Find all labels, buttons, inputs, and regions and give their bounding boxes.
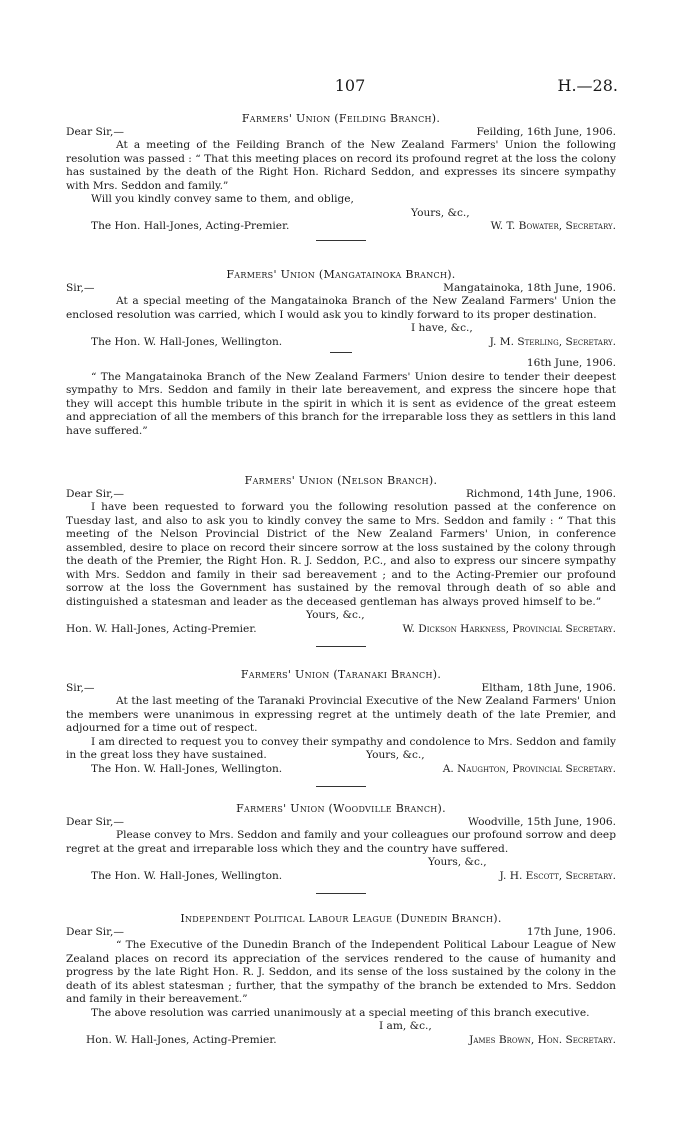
addressee: The Hon. W. Hall-Jones, Wellington. <box>91 869 283 882</box>
letter-body: I have been requested to forward you the following resolution passed at the conference on Tuesday last, and also to ask you to kindly convey the same to Mrs. Seddon and family : “ That this meeting of the Nelson Provincial District of the New Zealand Farmers' Union, in conference assembled, desire to place on record their sincere sorrow at the loss sustained by the colony through the death of the Premier, the Right Hon. R. J. Seddon, P.C., and also to express our sincere sympathy with Mrs. Seddon and family in their sad bereavement ; and to the Acting-Premier our profound sorrow at the loss the Government has sustained by the removal through death of so able and distinguished a statesman and leader as the deceased gentleman has always proved himself to be.” <box>66 501 616 608</box>
signature: James Brown, Hon. Secretary. <box>469 1033 616 1046</box>
closing-row <box>66 609 616 623</box>
salutation-row <box>66 282 616 296</box>
enclosure-date-row <box>66 357 616 371</box>
salutation: Dear Sir,— <box>66 925 125 938</box>
letter-feilding <box>66 112 616 247</box>
closing-row <box>66 322 616 336</box>
place-date: Mangatainoka, 18th June, 1906. <box>443 281 616 294</box>
letter-title: Farmers' Union (Woodville Branch). <box>236 802 446 815</box>
closing: Yours, &c., <box>306 609 365 621</box>
closing: Yours, &c., <box>411 206 470 219</box>
addressee: Hon. W. Hall-Jones, Acting-Premier. <box>66 622 257 635</box>
page-header <box>0 76 700 96</box>
addressee: The Hon. W. Hall-Jones, Wellington. <box>91 762 283 775</box>
closing-row <box>66 856 616 870</box>
letter-body: “ The Executive of the Dunedin Branch of the Independent Political Labour League of New Zealand places on record its appreciation of the services rendered to the cause of humanity and progress by the late Right Hon. R. J. Seddon, and its sense of the loss sustained by the colony in the death of its ablest statesman ; further, that the sympathy of the branch be extended to Mrs. Seddon and family in their bereavement.” <box>66 939 616 1005</box>
page-number: 107 <box>334 76 366 95</box>
salutation-row <box>66 926 616 940</box>
enclosure-text: “ The Mangatainoka Branch of the New Zealand Farmers' Union desire to tender their deepest sympathy to Mrs. Seddon and family in their late bereavement, and express the sincere hope that they will accept this humble tribute in the spirit in which it is sent as evidence of the great esteem and appreciation of all the members of this branch for the irreparable loss they as settlers in this land have suffered.” <box>66 370 616 437</box>
letter-mangatainoka <box>66 268 616 438</box>
short-divider <box>330 352 352 353</box>
document-reference: H.—28. <box>557 76 618 95</box>
letter-title: Farmers' Union (Taranaki Branch). <box>240 668 442 681</box>
letter-woodville <box>66 802 616 900</box>
addressee: The Hon. Hall-Jones, Acting-Premier. <box>91 220 290 232</box>
letter-title: Independent Political Labour League (Dunedin Branch). <box>180 912 502 925</box>
signature: A. Naughton, Provincial Secretary. <box>442 762 616 775</box>
signature-row <box>66 336 616 350</box>
letter-body: Please convey to Mrs. Seddon and family and your colleagues our profound sorrow and deep regret at the great and irreparable loss which they and the country have suffered. <box>66 829 616 855</box>
salutation: Dear Sir,— <box>66 815 125 828</box>
closing-row <box>66 749 616 763</box>
signature: W. Dickson Harkness, Provincial Secretary. <box>402 622 616 635</box>
signature: J. H. Escott, Secretary. <box>499 869 616 882</box>
salutation: Dear Sir,— <box>66 487 125 500</box>
section-divider <box>316 786 366 787</box>
letter-title: Farmers' Union (Feilding Branch). <box>241 112 441 125</box>
letter-dunedin <box>66 912 616 1047</box>
section-divider <box>316 240 366 241</box>
salutation: Sir,— <box>66 281 95 294</box>
signature-row <box>66 1034 616 1048</box>
closing: I am, &c., <box>379 1020 432 1032</box>
letter-title: Farmers' Union (Nelson Branch). <box>244 474 438 487</box>
signature-row <box>66 623 616 637</box>
place-date: Eltham, 18th June, 1906. <box>481 681 616 694</box>
section-divider <box>316 646 366 647</box>
place-date: Feilding, 16th June, 1906. <box>476 125 616 138</box>
salutation-row <box>66 126 616 140</box>
salutation-row <box>66 488 616 502</box>
signature-row <box>66 870 616 884</box>
signature-row <box>66 220 616 234</box>
letter-body: At a special meeting of the Mangatainoka Branch of the New Zealand Farmers' Union the enclosed resolution was carried, which I would ask you to kindly forward to its proper destination. <box>66 295 616 321</box>
letter-body: At the last meeting of the Taranaki Provincial Executive of the New Zealand Farmers' Union the members were unanimous in expressing regret at the untimely death of the late Premier, and adjourned for a time out of respect. <box>66 695 616 734</box>
letter-title: Farmers' Union (Mangatainoka Branch). <box>226 268 456 281</box>
salutation: Dear Sir,— <box>66 125 125 138</box>
closing: I have, &c., <box>411 322 473 334</box>
letter-taranaki <box>66 668 616 793</box>
salutation: Sir,— <box>66 681 95 694</box>
enclosure-date: 16th June, 1906. <box>526 357 616 369</box>
letter-body-2: I am directed to request you to convey their sympathy and condolence to Mrs. Seddon and family in the great loss they have sustained. <box>66 735 616 761</box>
letter-nelson <box>66 474 616 653</box>
place-date: 17th June, 1906. <box>526 925 616 938</box>
letter-body-2: Will you kindly convey same to them, and oblige, <box>91 193 354 205</box>
closing-row <box>66 1020 616 1034</box>
signature-row <box>66 763 616 777</box>
closing: Yours, &c., <box>366 749 425 761</box>
place-date: Woodville, 15th June, 1906. <box>467 815 616 828</box>
closing: Yours, &c., <box>428 856 487 868</box>
signature: J. M. Sterling, Secretary. <box>489 335 616 348</box>
addressee: Hon. W. Hall-Jones, Acting-Premier. <box>86 1033 277 1046</box>
closing-row <box>66 207 616 221</box>
letter-body: At a meeting of the Feilding Branch of the New Zealand Farmers' Union the following resolution was passed : “ That this meeting places on record its profound regret at the loss the colony has sustained by the death of the Right Hon. Richard Seddon, and expresses its sincere sympathy with Mrs. Seddon and family.” <box>66 139 616 192</box>
salutation-row <box>66 816 616 830</box>
letter-body-2: The above resolution was carried unanimously at a special meeting of this branch executive. <box>91 1006 590 1019</box>
salutation-row <box>66 682 616 696</box>
place-date: Richmond, 14th June, 1906. <box>465 487 616 500</box>
signature: W. T. Bowater, Secretary. <box>490 220 616 232</box>
addressee: The Hon. W. Hall-Jones, Wellington. <box>91 335 283 348</box>
section-divider <box>316 893 366 894</box>
